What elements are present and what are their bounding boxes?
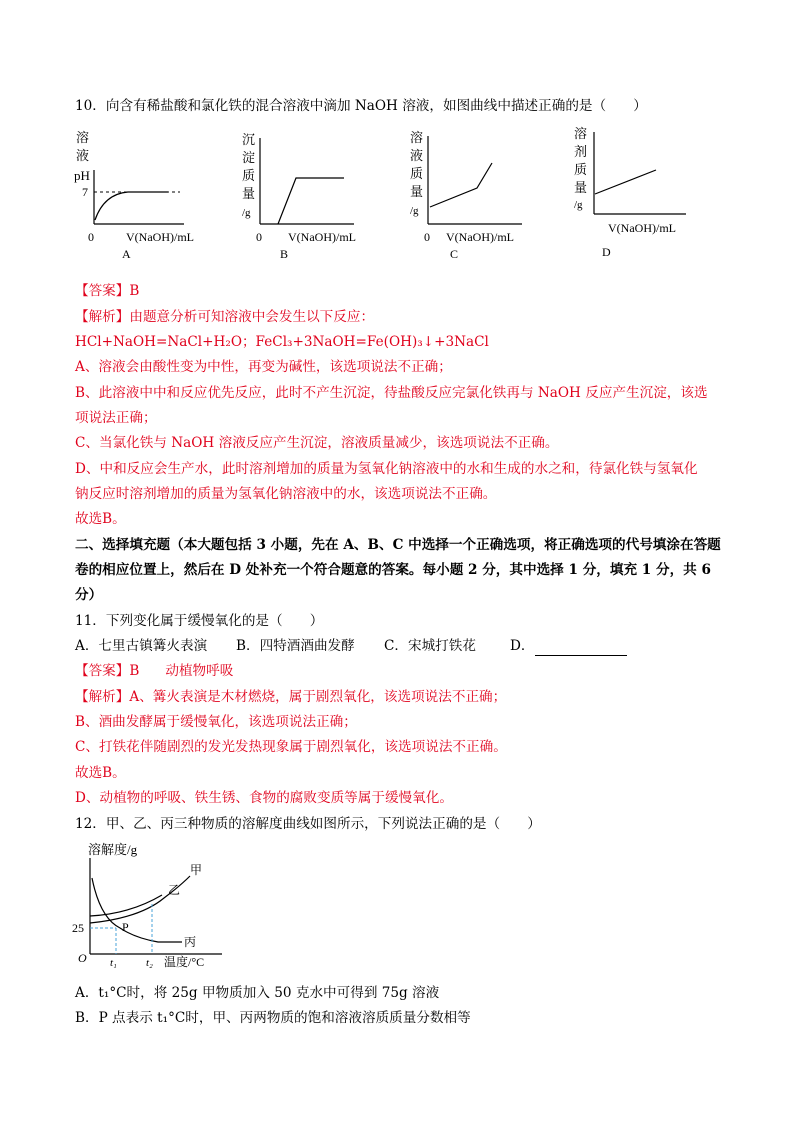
graph-b-ylabel-4: 量 (242, 186, 256, 201)
q11-option-d: D． (510, 636, 627, 656)
q10-analysis-3: A、溶液会由酸性变为中性，再变为碱性，该选项说法不正确； (75, 359, 452, 375)
graph-c-ylabel-2: 液 (410, 148, 424, 163)
graph-b-origin: 0 (256, 230, 262, 244)
q12-origin: O (78, 951, 87, 965)
q12-xtick-t1: t₁ (110, 957, 117, 969)
q10-analysis-1: 【解析】由题意分析可知溶液中会发生以下反应： (75, 309, 375, 325)
graph-d-ylabel-4: 量 (574, 180, 588, 195)
q11-option-b: B．四特酒酒曲发酵 (236, 638, 355, 654)
q11-answer (75, 661, 233, 681)
q10-analysis-8: 钠反应时溶剂增加的质量为氢氧化钠溶液中的水，该选项说法不正确。 (75, 486, 497, 502)
q12-option-a: A．t₁°C时，将 25g 甲物质加入 50 克水中可得到 75g 溶液 (75, 985, 440, 1001)
graph-d-ylabel-3: 质 (574, 162, 588, 177)
q11-stem: 11．下列变化属于缓慢氧化的是（ ） (75, 613, 324, 629)
graph-a-ylabel-3: pH (74, 168, 90, 183)
graph-b-ylabel-1: 沉 (242, 132, 256, 147)
q11-analysis-2: B、酒曲发酵属于缓慢氧化，该选项说法正确； (75, 714, 357, 730)
q10-stem: 10．向含有稀盐酸和氯化铁的混合溶液中滴加 NaOH 溶液，如图曲线中描述正确的是（ ） (75, 98, 647, 114)
q10-graph-c (400, 128, 560, 264)
q10-analysis-4: B、此溶液中中和反应优先反应，此时不产生沉淀，待盐酸反应完氯化铁再与 NaOH 反应产生沉淀，该选 (75, 385, 708, 401)
graph-a-tick-7: 7 (82, 185, 88, 199)
q11-analysis-4: 故选B。 (75, 765, 126, 781)
graph-c-origin: 0 (424, 230, 430, 244)
q12-series-yi: 乙 (168, 883, 181, 897)
graph-c-ylabel-4: 量 (410, 184, 424, 199)
q12-option-b: B．P 点表示 t₁°C时，甲、丙两物质的饱和溶液溶质质量分数相等 (75, 1010, 471, 1026)
graph-c-ylabel-5: /g (410, 205, 419, 217)
graph-b-ylabel-5: /g (242, 207, 251, 219)
section2-line2: 卷的相应位置上，然后在 D 处补充一个符合题意的答案。每小题 2 分，其中选择 1 分，填充 1 分，共 6 (75, 562, 711, 578)
q11-option-c: C．宋城打铁花 (384, 638, 476, 654)
q12-stem: 12．甲、乙、丙三种物质的溶解度曲线如图所示，下列说法正确的是（ ） (75, 816, 541, 832)
graph-a-origin: 0 (88, 230, 94, 244)
q10-graph-d (568, 124, 728, 264)
q11-option-a: A．七里古镇篝火表演 (75, 638, 208, 654)
q12-xlabel: 温度/°C (164, 955, 205, 969)
q12-xtick-t2: t₂ (146, 957, 153, 969)
q12-solubility-chart (70, 838, 240, 972)
graph-c-ylabel-3: 质 (410, 166, 424, 181)
graph-b-ylabel-2: 淀 (242, 150, 256, 165)
q10-graph-a (68, 128, 228, 264)
graph-c-letter: C (450, 247, 459, 261)
q10-graph-b (232, 128, 392, 264)
q11-blank (535, 641, 627, 656)
graph-b-ylabel-3: 质 (242, 168, 256, 183)
graph-d-xlabel: V(NaOH)/mL (608, 221, 676, 235)
graph-d-letter: D (602, 245, 611, 259)
graph-a-ylabel-1: 溶 (76, 130, 90, 145)
graph-a-ylabel-2: 液 (76, 148, 90, 163)
graph-b-xlabel: V(NaOH)/mL (288, 230, 356, 244)
graph-c-ylabel-1: 溶 (410, 130, 424, 145)
q11-answer-label: 【答案】B (75, 663, 140, 679)
q12-point-p: P (122, 920, 129, 934)
graph-d-ylabel-2: 剂 (574, 144, 588, 159)
q12-series-jia: 甲 (190, 863, 203, 877)
graph-a-xlabel: V(NaOH)/mL (126, 230, 194, 244)
q10-analysis-5: 项说法正确； (75, 410, 157, 426)
q11-analysis-1: 【解析】A、篝火表演是木材燃烧，属于剧烈氧化，该选项说法不正确； (75, 689, 507, 705)
q11-analysis-3: C、打铁花伴随剧烈的发光发热现象属于剧烈氧化，该选项说法不正确。 (75, 739, 507, 755)
section2-line3: 分） (75, 587, 103, 603)
q10-analysis-2: HCl+NaOH=NaCl+H₂O；FeCl₃+3NaOH=Fe(OH)₃↓+3NaCl (75, 334, 489, 350)
q10-analysis-7: D、中和反应会生产水，此时溶剂增加的质量为氢氧化钠溶液中的水和生成的水之和，待氯化铁与氢氧化 (75, 461, 698, 477)
q12-series-bing: 丙 (184, 935, 197, 949)
q10-analysis-6: C、当氯化铁与 NaOH 溶液反应产生沉淀，溶液质量减少，该选项说法不正确。 (75, 435, 559, 451)
q12-ytick-25: 25 (72, 921, 84, 935)
q10-analysis-9: 故选B。 (75, 511, 126, 527)
graph-d-ylabel-5: /g (574, 199, 583, 211)
graph-b-letter: B (280, 247, 289, 261)
graph-a-letter: A (122, 247, 131, 261)
q11-analysis-5: D、动植物的呼吸、铁生锈、食物的腐败变质等属于缓慢氧化。 (75, 790, 453, 806)
section2-line1: 二、选择填充题（本大题包括 3 小题，先在 A、B、C 中选择一个正确选项，将正确选项的代号填涂在答题 (75, 537, 721, 553)
graph-d-ylabel-1: 溶 (574, 126, 588, 141)
q11-answer-fill: 动植物呼吸 (165, 663, 234, 679)
q10-answer: 【答案】B (75, 283, 140, 299)
q12-ylabel: 溶解度/g (88, 842, 138, 857)
graph-c-xlabel: V(NaOH)/mL (446, 230, 514, 244)
